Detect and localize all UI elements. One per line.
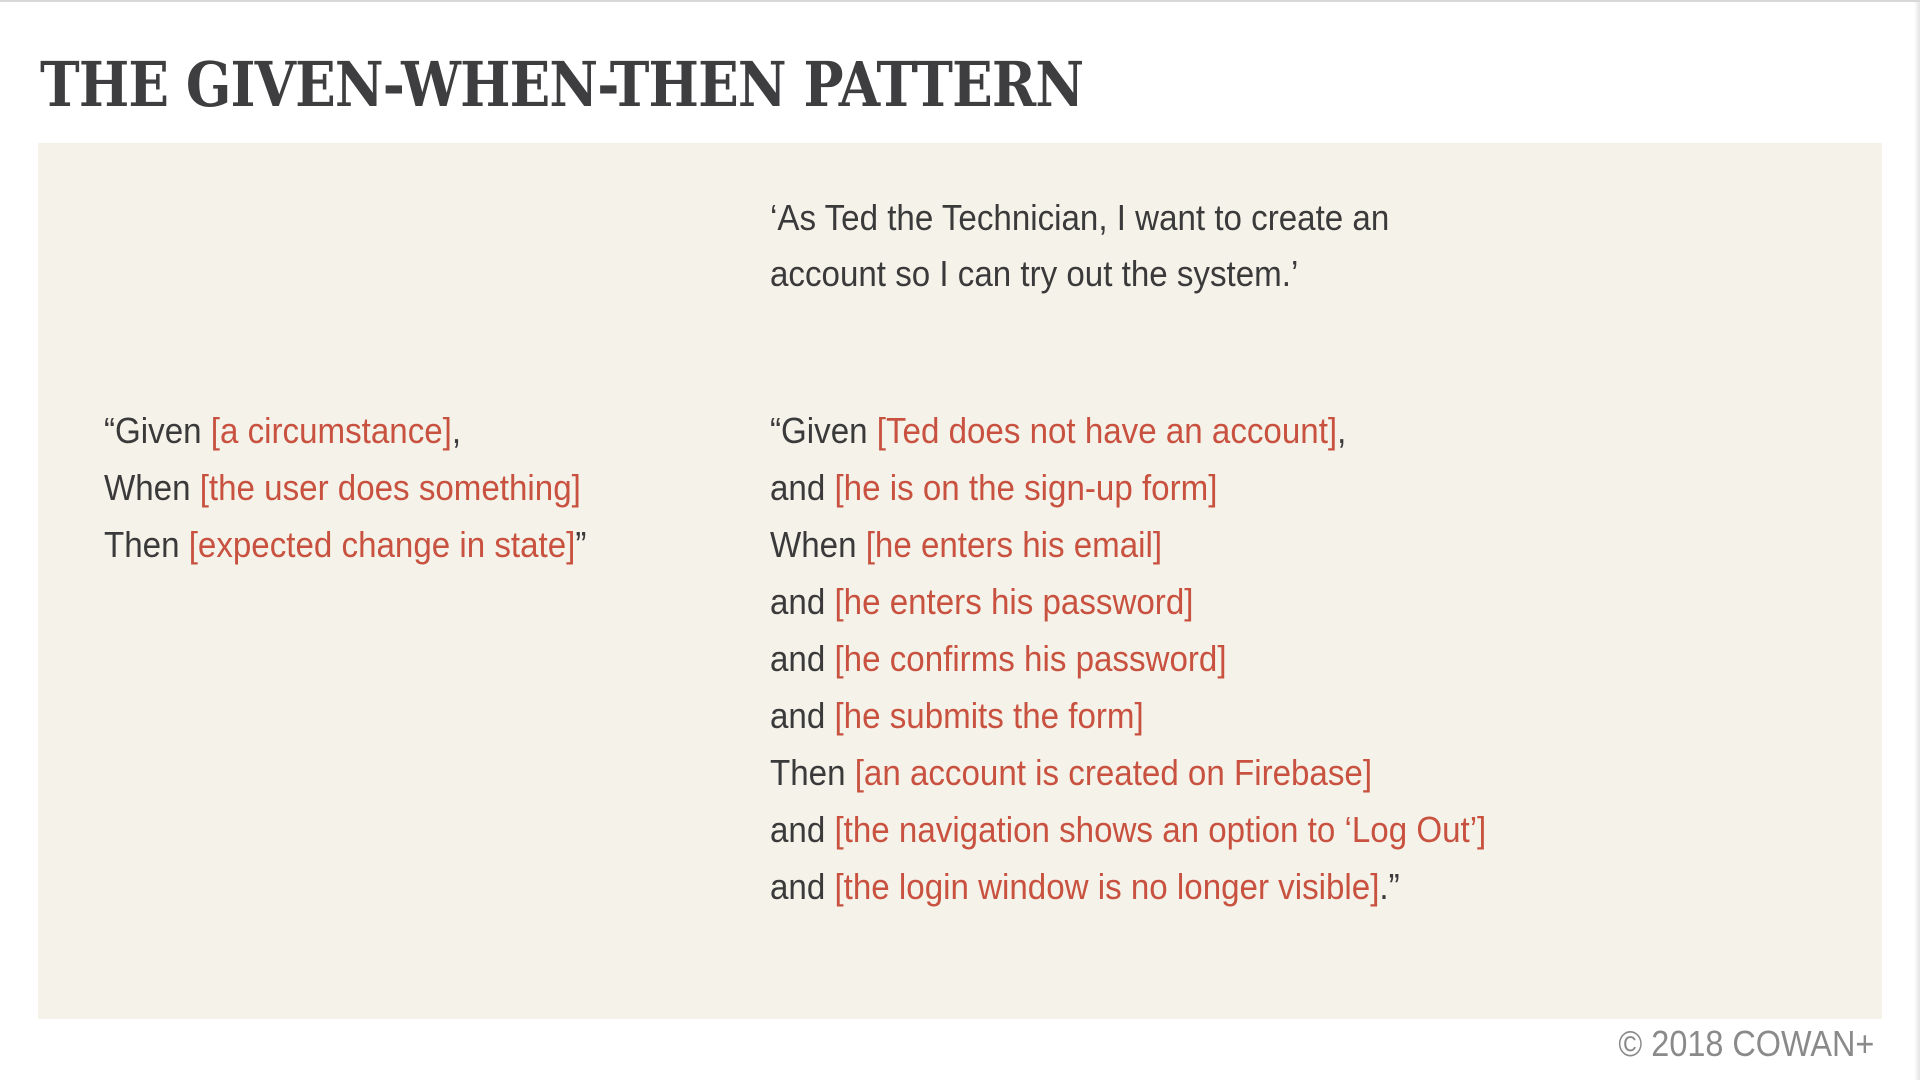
example-keyword: and bbox=[770, 866, 835, 907]
example-line bbox=[770, 866, 1400, 907]
example-step: [the login window is no longer visible] bbox=[834, 866, 1380, 907]
example-step: [he enters his email] bbox=[865, 524, 1163, 565]
slide-title: THE GIVEN-WHEN-THEN PATTERN bbox=[40, 48, 1084, 121]
example-punctuation: .” bbox=[1379, 866, 1400, 907]
content-panel bbox=[38, 143, 1882, 1019]
example-step: [the navigation shows an option to ‘Log Out’] bbox=[834, 809, 1487, 850]
copyright-footer: © 2018 COWAN+ bbox=[1618, 1023, 1874, 1064]
example-line bbox=[770, 467, 1218, 508]
template-keyword: When bbox=[104, 467, 200, 508]
template-placeholder: [a circumstance] bbox=[210, 410, 452, 451]
example-keyword: and bbox=[770, 695, 835, 736]
example-keyword: and bbox=[770, 809, 835, 850]
template-keyword: “Given bbox=[104, 410, 211, 451]
template-keyword: Then bbox=[104, 524, 189, 565]
example-step: [he submits the form] bbox=[834, 695, 1144, 736]
example-keyword: and bbox=[770, 638, 835, 679]
template-placeholder: [the user does something] bbox=[199, 467, 581, 508]
example-step: [Ted does not have an account] bbox=[876, 410, 1338, 451]
example-keyword: and bbox=[770, 581, 835, 622]
example-line bbox=[770, 695, 1144, 736]
template-line bbox=[104, 410, 462, 451]
example-line bbox=[770, 581, 1194, 622]
user-story-line-1: ‘As Ted the Technician, I want to create an bbox=[770, 197, 1390, 238]
template-punctuation: ” bbox=[575, 524, 587, 565]
example-punctuation: , bbox=[1337, 410, 1347, 451]
example-step: [he enters his password] bbox=[834, 581, 1194, 622]
example-keyword: Then bbox=[770, 752, 855, 793]
example-keyword: and bbox=[770, 467, 835, 508]
example-line bbox=[770, 410, 1347, 451]
slide-edge-shadow bbox=[1914, 2, 1920, 1080]
example-line bbox=[770, 809, 1487, 850]
template-placeholder: [expected change in state] bbox=[188, 524, 576, 565]
example-step: [an account is created on Firebase] bbox=[854, 752, 1373, 793]
example-step: [he confirms his password] bbox=[834, 638, 1227, 679]
example-line bbox=[770, 638, 1227, 679]
template-line bbox=[104, 524, 587, 565]
template-line bbox=[104, 467, 581, 508]
example-step: [he is on the sign-up form] bbox=[834, 467, 1218, 508]
user-story-line-2: account so I can try out the system.’ bbox=[770, 253, 1299, 294]
template-punctuation: , bbox=[451, 410, 462, 451]
example-line bbox=[770, 752, 1373, 793]
example-keyword: “Given bbox=[770, 410, 877, 451]
example-line bbox=[770, 524, 1163, 565]
example-keyword: When bbox=[770, 524, 866, 565]
